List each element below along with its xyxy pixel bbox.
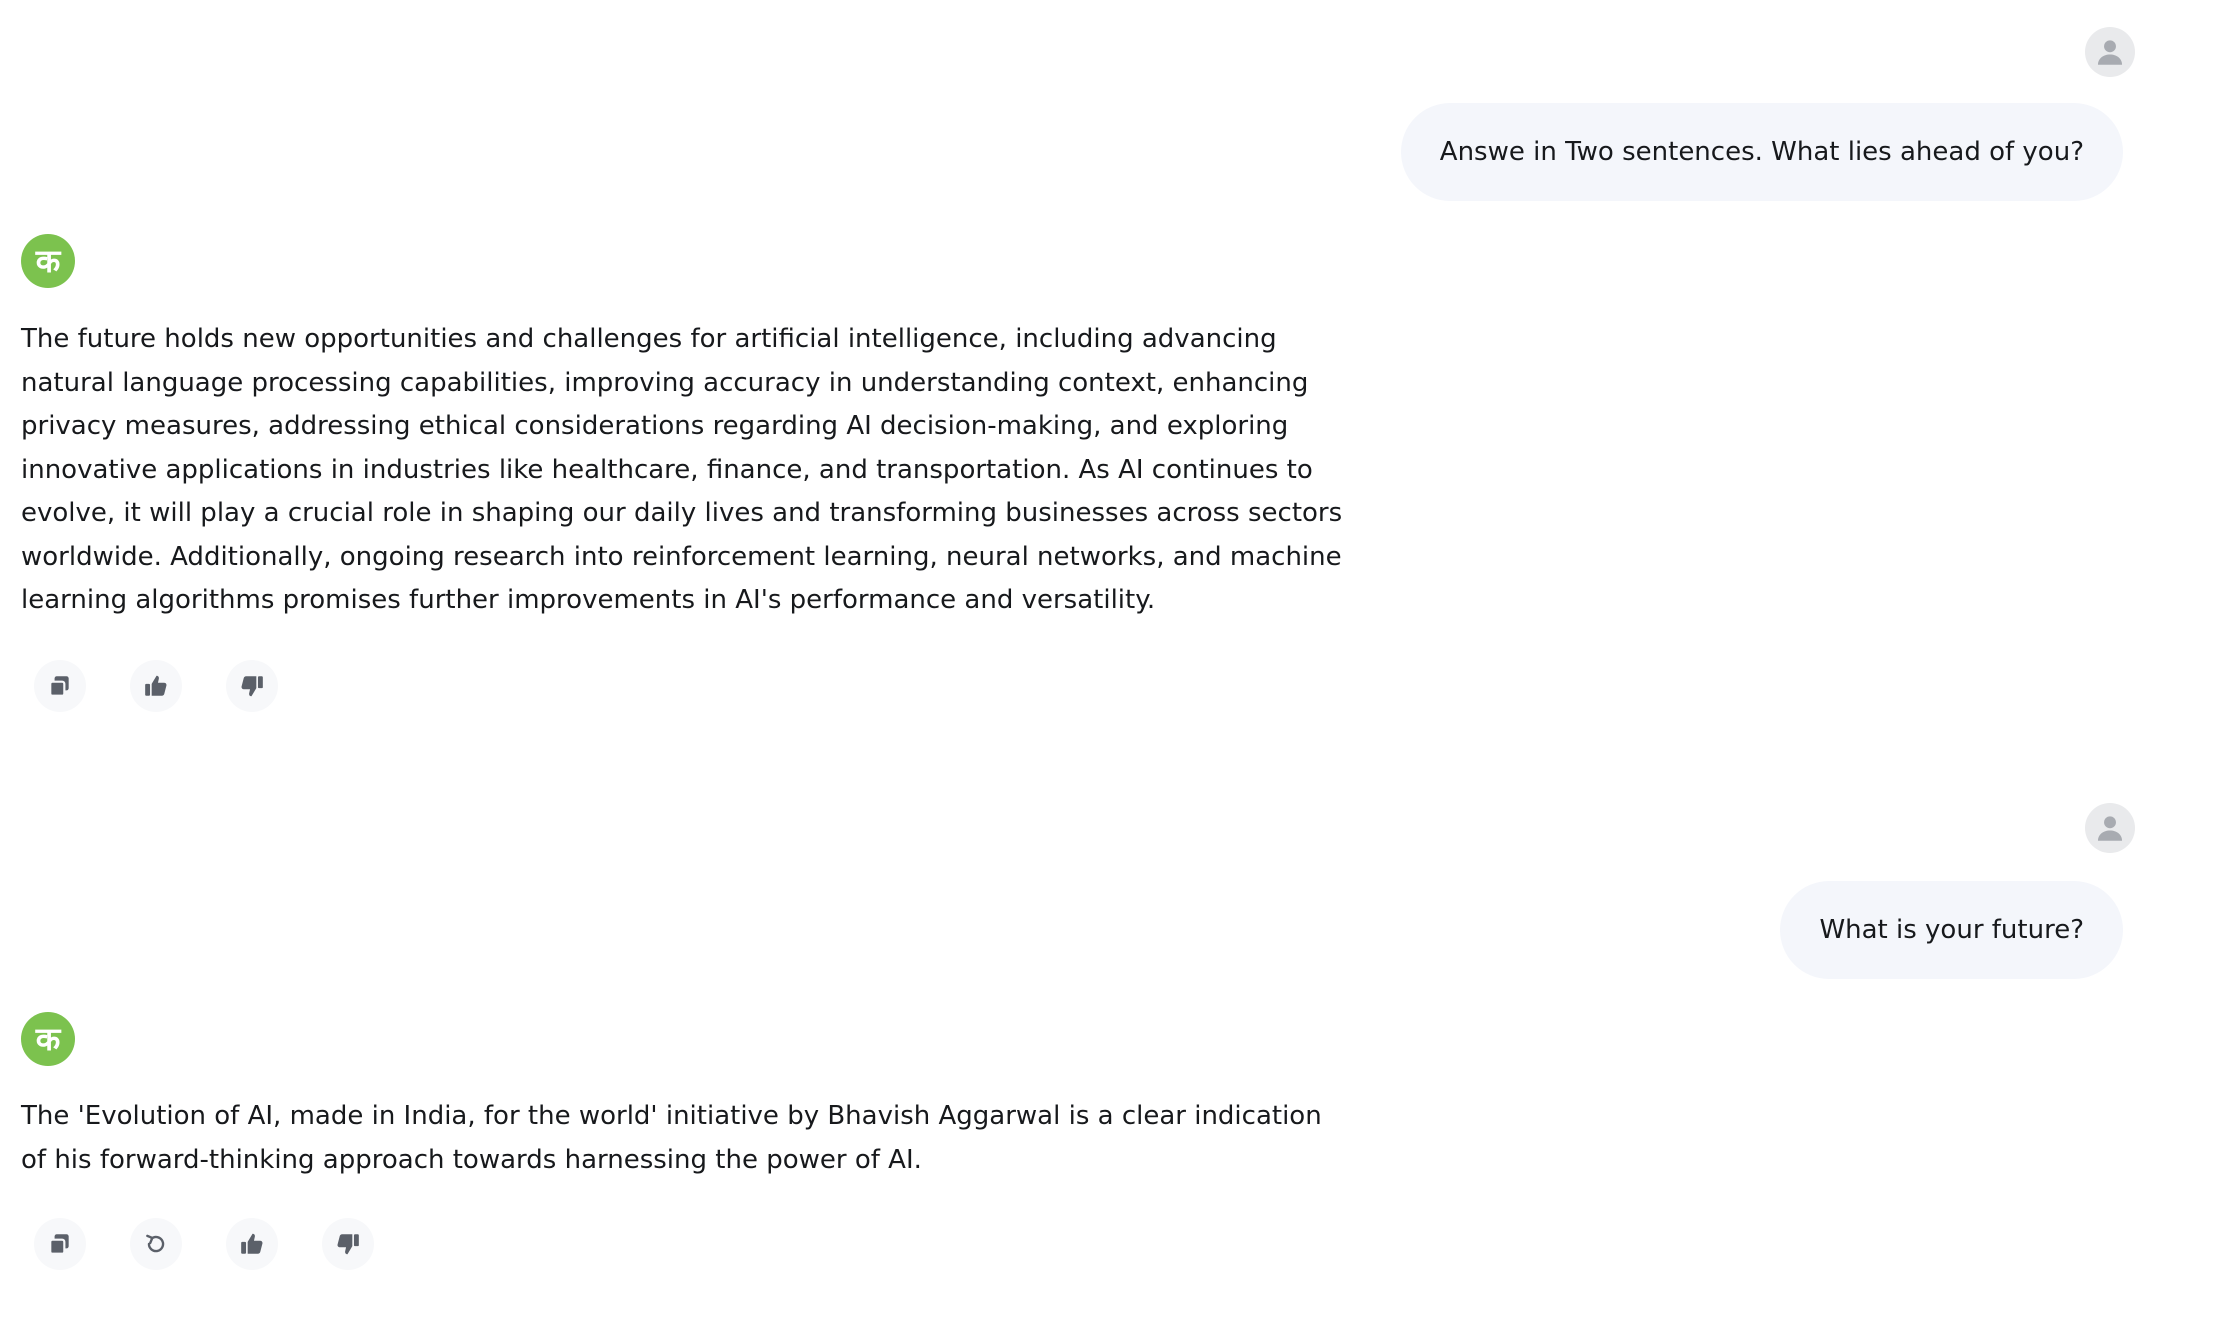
thumbs-up-icon [143, 673, 169, 699]
user-icon [2093, 811, 2127, 845]
regenerate-button[interactable] [130, 1218, 182, 1270]
user-message-bubble [1401, 103, 2123, 201]
assistant-avatar-glyph: क [35, 242, 61, 280]
copy-button[interactable] [34, 660, 86, 712]
assistant-avatar [21, 234, 75, 288]
thumbs-down-button[interactable] [226, 660, 278, 712]
assistant-avatar-glyph: क [35, 1020, 61, 1058]
thumbs-down-icon [335, 1231, 361, 1257]
assistant-message-actions [34, 1218, 374, 1270]
assistant-message-text: The 'Evolution of AI, made in India, for the world' initiative by Bhavish Aggarwal is a clear indication of his forward-thinking approach towards harnessing the power of AI. [21, 1101, 1322, 1175]
copy-button[interactable] [34, 1218, 86, 1270]
user-icon [2093, 35, 2127, 69]
thumbs-down-icon [239, 673, 265, 699]
user-avatar [2085, 803, 2135, 853]
user-message-bubble [1780, 881, 2123, 979]
assistant-message-actions [34, 660, 278, 712]
copy-icon [47, 1231, 73, 1257]
user-message-text: What is your future? [1819, 915, 2084, 945]
thumbs-up-button[interactable] [226, 1218, 278, 1270]
regenerate-icon [143, 1231, 169, 1257]
assistant-avatar [21, 1012, 75, 1066]
thumbs-up-icon [239, 1231, 265, 1257]
thumbs-up-button[interactable] [130, 660, 182, 712]
thumbs-down-button[interactable] [322, 1218, 374, 1270]
assistant-message-text: The future holds new opportunities and challenges for artificial intelligence, including advancing natural language processing capabilities, improving accuracy in understanding context, enhancing privacy measures, addressing ethical considerations regarding AI decision-making, and exploring innovative applications in industries like healthcare, finance, and transportation. As AI continues to evolve, it will play a crucial role in shaping our daily lives and transforming businesses across sectors worldwide. Additionally, ongoing research into reinforcement learning, neural networks, and machine learning algorithms promises further improvements in AI's performance and versatility. [21, 324, 1343, 615]
copy-icon [47, 673, 73, 699]
user-message-text: Answe in Two sentences. What lies ahead of you? [1439, 137, 2084, 167]
user-avatar [2085, 27, 2135, 77]
